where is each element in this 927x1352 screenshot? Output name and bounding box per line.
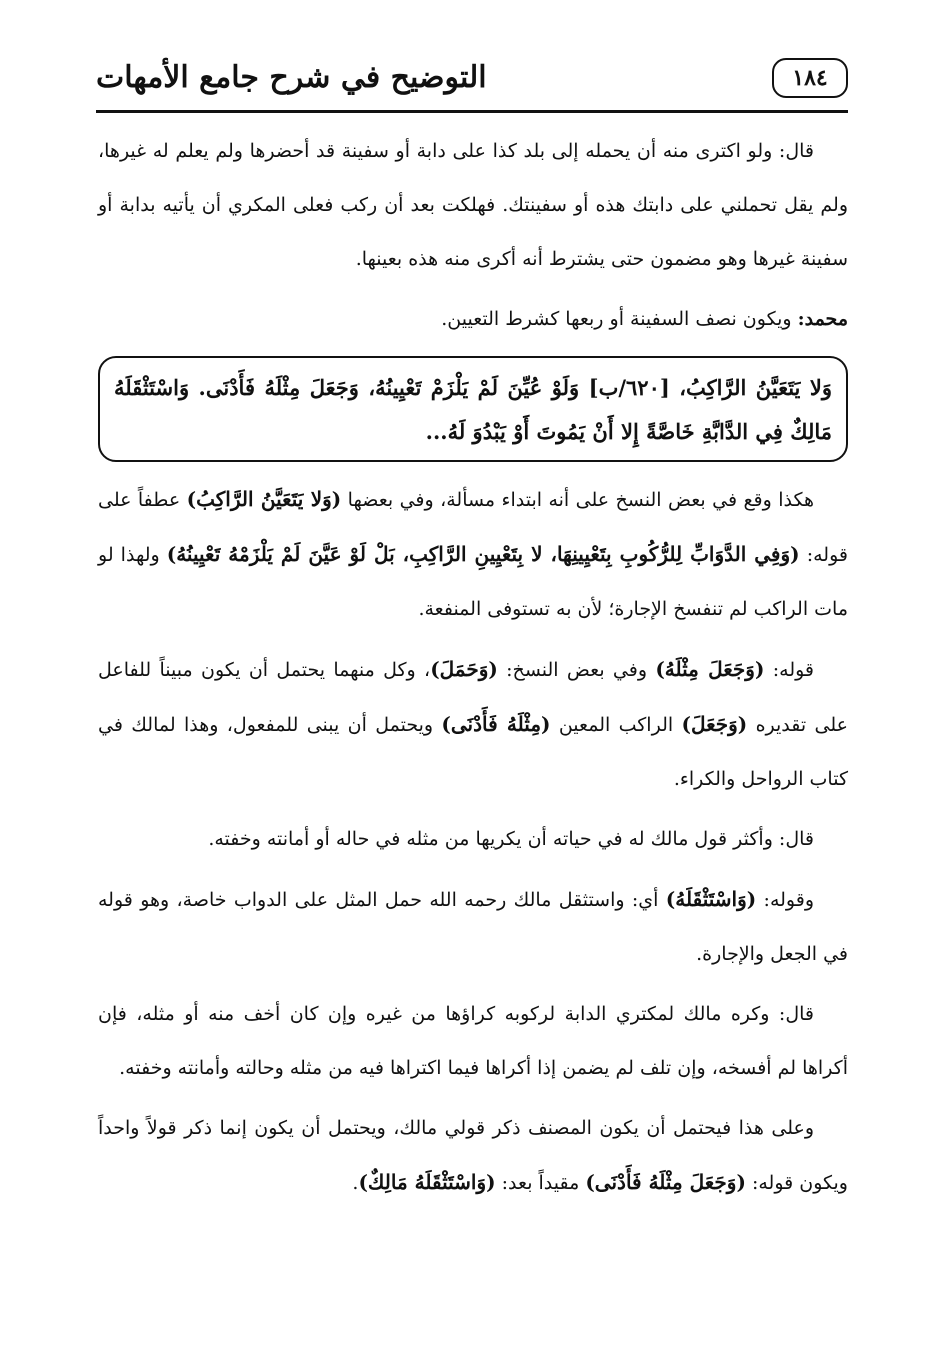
page-header (96, 48, 848, 108)
text-run: الراكب المعين (550, 714, 682, 736)
text-run: ويحتمل أن يبنى للمفعول، وهذا لمالك في كتاب الرواحل والكراء. (98, 714, 848, 790)
text-run: مقيداً بعد: (495, 1172, 586, 1194)
text-run: قوله: (764, 659, 815, 681)
paragraph-2 (98, 292, 848, 346)
text-run: ولهذا لو مات الراكب لم تنفسخ الإجارة؛ لأن به تستوفى المنفعة. (98, 544, 848, 620)
author-label: محمد: (797, 308, 848, 330)
text-run: ، وكل منهما يحتمل أن يكون مبيناً للفاعل على تقديره (98, 659, 848, 736)
book-title: التوضيح في شرح جامع الأمهات (96, 60, 487, 95)
page-body (98, 124, 848, 1216)
quoted-matn: (وَجَعَلَ) (681, 712, 748, 736)
paragraph-4 (98, 642, 848, 806)
text-run: وفي بعض النسخ: (497, 659, 656, 681)
quoted-matn: (وَحَمَلَ) (430, 657, 498, 681)
text-run: وعلى هذا فيحتمل أن يكون المصنف ذكر قولي مالك، ويحتمل أن يكون إنما ذكر قولاً واحداً ويكون قوله: (98, 1117, 848, 1194)
quoted-matn: (وَلا يَتَعَيَّنُ الرَّاكِبُ) (186, 487, 342, 511)
text-run: وقوله: (756, 889, 814, 911)
quoted-matn: (وَجَعَلَ مِثْلَهُ فَأَدْنَى) (585, 1170, 746, 1194)
text-run: . (352, 1172, 359, 1194)
matn-quote-box: وَلا يَتَعَيَّنُ الرَّاكِبُ، [٦٢٠/ب] وَلَوْ عُيِّنَ لَمْ يَلْزَمْ تَعْيِينُهُ، وَجَعَلَ مِثْلَهُ فَأَدْنَى. وَاسْتَثْقَلَهُ مَالِكٌ فِي الدَّابَّةِ خَاصَّةً إِلا أَنْ يَمُوتَ أَوْ يَبْدُوَ لَهُ... (98, 356, 848, 462)
paragraph-5: قال: وأكثر قول مالك له في حياته أن يكريها من مثله في حاله أو أمانته وخفته. (208, 828, 814, 850)
text-run: هكذا وقع في بعض النسخ على أنه ابتداء مسألة، وفي بعضها (341, 489, 815, 511)
quoted-matn: (وَاسْتَثْقَلَهُ مَالِكٌ) (358, 1170, 496, 1194)
paragraph-2-text: ويكون نصف السفينة أو ربعها كشرط التعيين. (441, 308, 798, 330)
header-divider (96, 110, 848, 113)
paragraph-1: قال: ولو اكترى منه أن يحمله إلى بلد كذا على دابة أو سفينة قد أحضرها ولم يعلم له غيرها، ولم يقل تحملني على دابتك هذه أو سفينتك. فهلكت بعد أن ركب فعلى المكري أن يأتيه بدابة أو سفينة غيرها وهو مضمون حتى يشترط أنه أكرى منه هذه بعينها. (98, 140, 848, 270)
paragraph-8 (98, 1101, 848, 1210)
page-number: ١٨٤ (772, 58, 848, 98)
quoted-matn: (مِثْلَهُ فَأَدْنَى) (441, 712, 551, 736)
quoted-matn: (وَفِي الدَّوَابِّ لِلرُّكُوبِ بِتَعْيِينِهَا، لا بِتَعْيِينِ الرَّاكِبِ، بَلْ لَوْ عَيَّنَ لَمْ يَلْزَمْهُ تَعْيِينُهُ) (166, 542, 800, 566)
paragraph-3 (98, 472, 848, 636)
paragraph-7: قال: وكره مالك لمكتري الدابة لركوبه كراؤها من غيره وإن كان أخف منه أو مثله، فإن أكراها لم أفسخه، وإن تلف لم يضمن إذا أكراها فيما اكتراها فيه من مثله وحالته وأمانته وخفته. (98, 1003, 848, 1079)
quoted-matn: (وَجَعَلَ مِثْلَهُ) (655, 657, 765, 681)
paragraph-6 (98, 872, 848, 981)
text-run: عطفاً على قوله: (98, 489, 848, 566)
quoted-matn: (وَاسْتَثْقَلَهُ) (665, 887, 757, 911)
text-run: أي: واستثقل مالك رحمه الله حمل المثل على الدواب خاصة، وهو قوله في الجعل والإجارة. (98, 889, 848, 965)
